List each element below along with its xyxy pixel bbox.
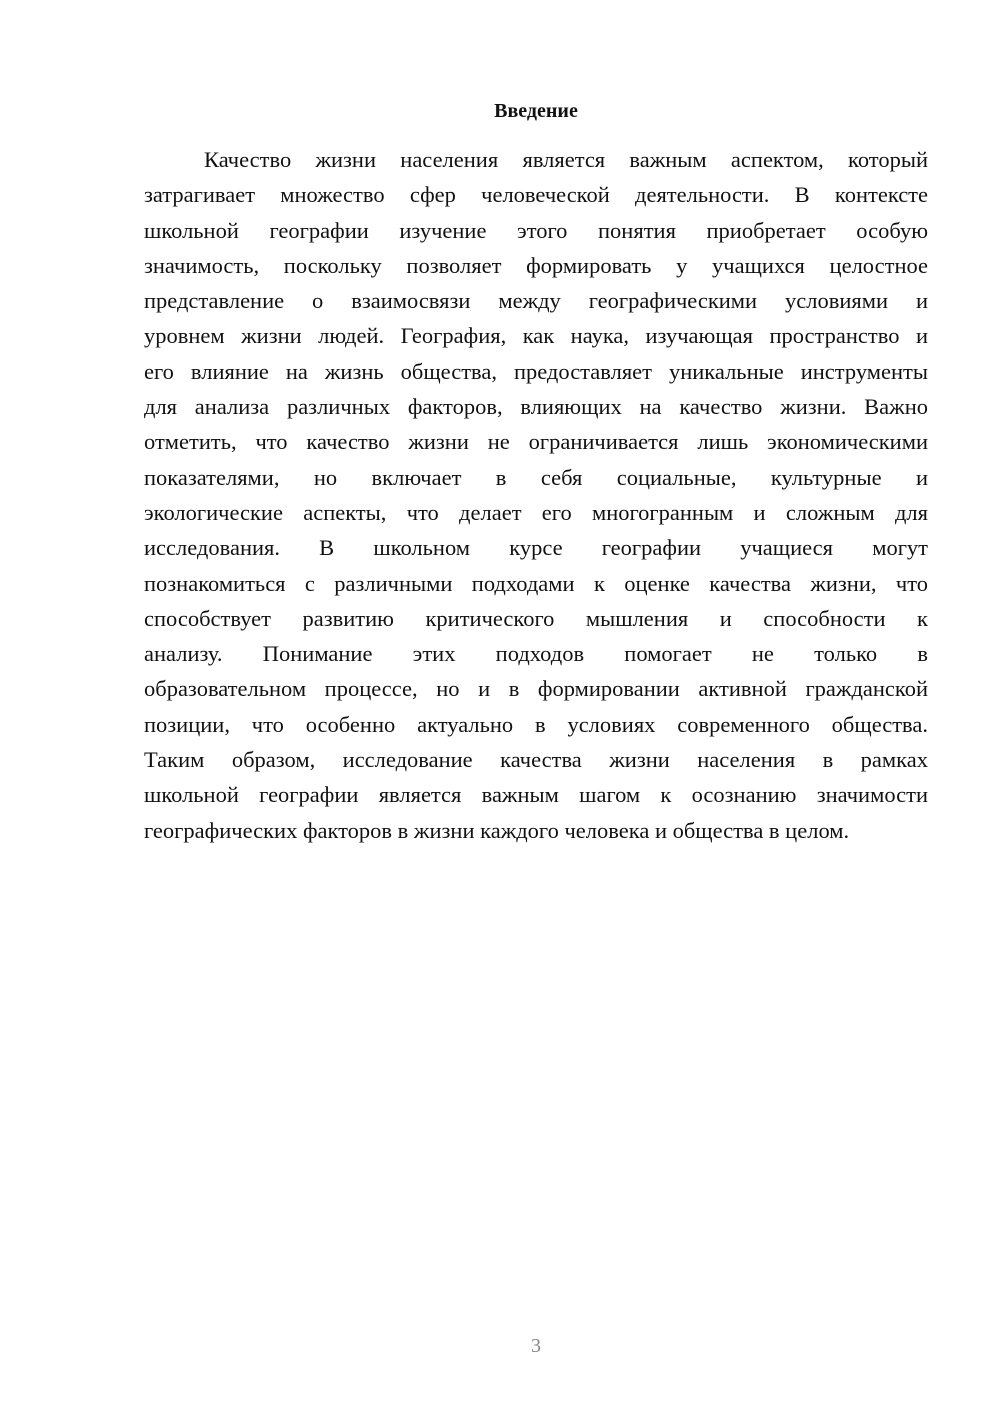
paragraph-line: отметить, что качество жизни не ограничивается лишь экономическими (144, 429, 928, 455)
paragraph-line: образовательном процессе, но и в формировании активной гражданской (144, 676, 928, 702)
paragraph-line: способствует развитию критического мышления и способности к (144, 605, 928, 631)
section-heading: Введение (494, 100, 578, 122)
paragraph-line: для анализа различных факторов, влияющих на качество жизни. Важно (144, 394, 928, 420)
introduction-paragraph (144, 142, 928, 848)
paragraph-line: Таким образом, исследование качества жизни населения в рамках (144, 747, 928, 773)
paragraph-line: уровнем жизни людей. География, как наука, изучающая пространство и (144, 323, 928, 349)
paragraph-line: позиции, что особенно актуально в условиях современного общества. (144, 711, 928, 737)
paragraph-line: экологические аспекты, что делает его многогранным и сложным для (144, 499, 928, 525)
paragraph-line: школьной географии является важным шагом к осознанию значимости (144, 782, 928, 808)
paragraph-line: анализу. Понимание этих подходов помогает не только в (144, 641, 928, 667)
paragraph-line: значимость, поскольку позволяет формировать у учащихся целостное (144, 252, 928, 278)
paragraph-line: затрагивает множество сфер человеческой деятельности. В контексте (144, 182, 928, 208)
paragraph-line: его влияние на жизнь общества, предоставляет уникальные инструменты (144, 358, 928, 384)
page-number: 3 (531, 1335, 541, 1357)
paragraph-line: познакомиться с различными подходами к оценке качества жизни, что (144, 570, 928, 596)
paragraph-line: географических факторов в жизни каждого человека и общества в целом. (144, 817, 850, 843)
paragraph-line: школьной географии изучение этого понятия приобретает особую (144, 217, 928, 243)
paragraph-line: представление о взаимосвязи между географическими условиями и (144, 288, 928, 314)
paragraph-line: Качество жизни населения является важным аспектом, который (204, 147, 928, 172)
paragraph-line: исследования. В школьном курсе географии учащиеся могут (144, 535, 928, 561)
paragraph-line: показателями, но включает в себя социальные, культурные и (144, 464, 928, 490)
